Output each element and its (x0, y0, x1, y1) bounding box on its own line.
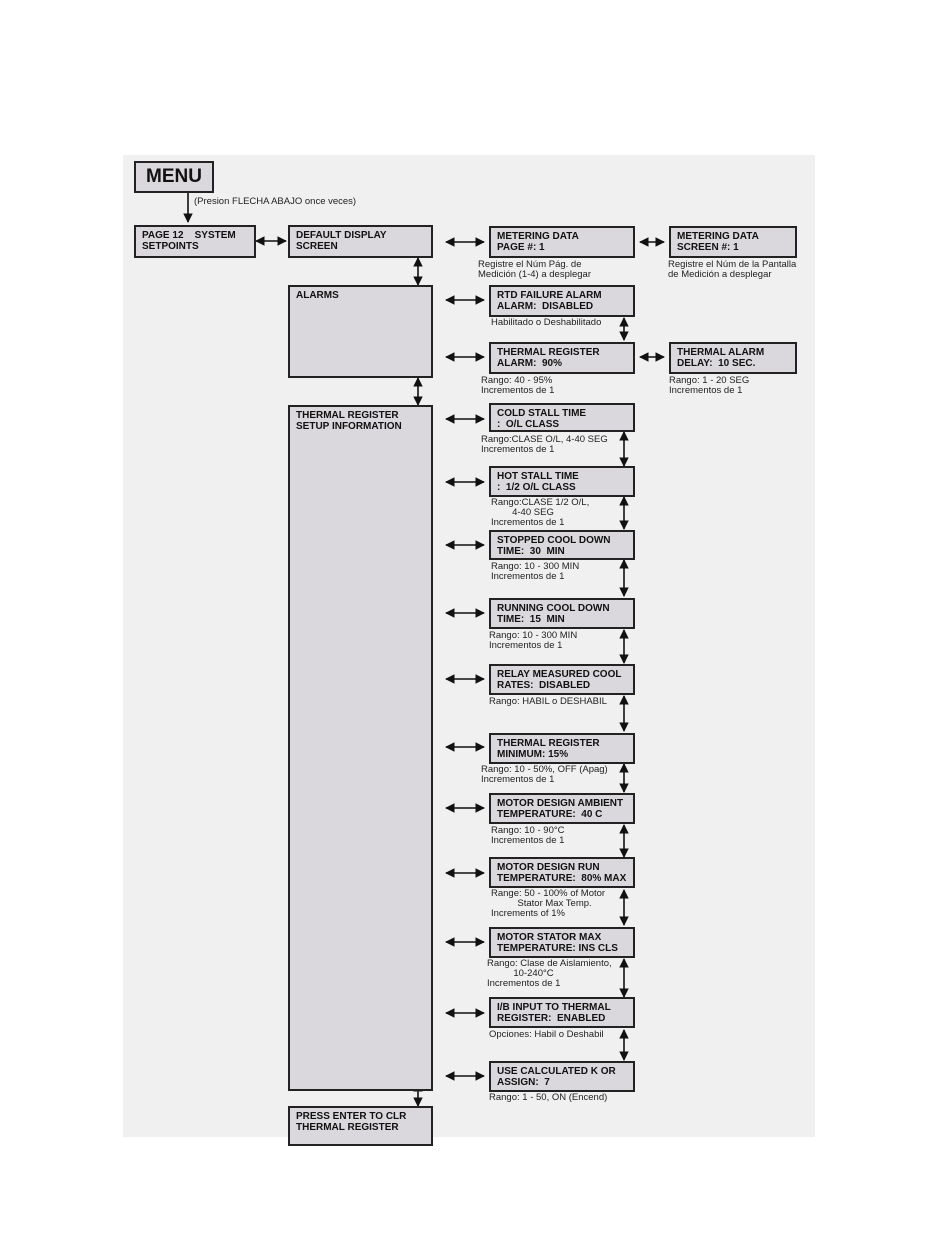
metering-screen-note: Registre el Núm de la Pantalla de Medición a desplegar (668, 259, 797, 280)
relay-cool-note: Rango: HABIL o DESHABIL (489, 696, 607, 707)
menu-box: MENU (134, 161, 214, 193)
motor-design-ambient-box: MOTOR DESIGN AMBIENT TEMPERATURE: 40 C (489, 793, 635, 824)
rtd-failure-note: Habilitado o Deshabilitado (491, 317, 602, 328)
cold-stall-note: Rango:CLASE O/L, 4-40 SEG Incrementos de 1 (481, 434, 608, 455)
default-display-screen-box: DEFAULT DISPLAY SCREEN (288, 225, 433, 258)
use-calculated-k-box: USE CALCULATED K OR ASSIGN: 7 (489, 1061, 635, 1092)
page12-system-setpoints-box: PAGE 12 SYSTEM SETPOINTS (134, 225, 256, 258)
thermal-alarm-note: Rango: 40 - 95% Incrementos de 1 (481, 375, 555, 396)
cold-stall-time-box: COLD STALL TIME : O/L CLASS (489, 403, 635, 432)
thermal-register-alarm-box: THERMAL REGISTER ALARM: 90% (489, 342, 635, 374)
stator-max-note: Rango: Clase de Aislamiento, 10-240°C Incrementos de 1 (487, 958, 612, 989)
running-cool-down-box: RUNNING COOL DOWN TIME: 15 MIN (489, 598, 635, 629)
metering-page-note: Registre el Núm Pág. de Medición (1-4) a desplegar (478, 259, 592, 280)
ib-input-note: Opciones: Habil o Deshabil (489, 1029, 604, 1040)
use-k-note: Rango: 1 - 50, ON (Encend) (489, 1092, 608, 1103)
thermal-alarm-delay-box: THERMAL ALARM DELAY: 10 SEC. (669, 342, 797, 374)
thermal-min-note: Rango: 10 - 50%, OFF (Apag) Incrementos de 1 (481, 764, 608, 785)
ib-input-thermal-box: I/B INPUT TO THERMAL REGISTER: ENABLED (489, 997, 635, 1028)
thermal-register-setup-box: THERMAL REGISTER SETUP INFORMATION (288, 405, 433, 1091)
rtd-failure-alarm-box: RTD FAILURE ALARM ALARM: DISABLED (489, 285, 635, 317)
design-run-note: Range: 50 - 100% of Motor Stator Max Temp. Increments of 1% (491, 888, 606, 919)
press-enter-clear-box: PRESS ENTER TO CLR THERMAL REGISTER (288, 1106, 433, 1146)
stopped-cool-note: Rango: 10 - 300 MIN Incrementos de 1 (491, 561, 580, 582)
thermal-delay-note: Rango: 1 - 20 SEG Incrementos de 1 (669, 375, 750, 396)
alarms-box: ALARMS (288, 285, 433, 378)
menu-hint: (Presion FLECHA ABAJO once veces) (194, 196, 357, 207)
hot-stall-time-box: HOT STALL TIME : 1/2 O/L CLASS (489, 466, 635, 497)
hot-stall-note: Rango:CLASE 1/2 O/L, 4-40 SEG Incrementos de 1 (491, 497, 590, 528)
motor-stator-max-box: MOTOR STATOR MAX TEMPERATURE: INS CLS (489, 927, 635, 958)
metering-data-screen-box: METERING DATA SCREEN #: 1 (669, 226, 797, 258)
metering-data-page-box: METERING DATA PAGE #: 1 (489, 226, 635, 258)
running-cool-note: Rango: 10 - 300 MIN Incrementos de 1 (489, 630, 578, 651)
relay-measured-cool-rates-box: RELAY MEASURED COOL RATES: DISABLED (489, 664, 635, 695)
stopped-cool-down-box: STOPPED COOL DOWN TIME: 30 MIN (489, 530, 635, 560)
thermal-register-minimum-box: THERMAL REGISTER MINIMUM: 15% (489, 733, 635, 764)
motor-design-run-box: MOTOR DESIGN RUN TEMPERATURE: 80% MAX (489, 857, 635, 888)
design-ambient-note: Rango: 10 - 90°C Incrementos de 1 (491, 825, 565, 846)
